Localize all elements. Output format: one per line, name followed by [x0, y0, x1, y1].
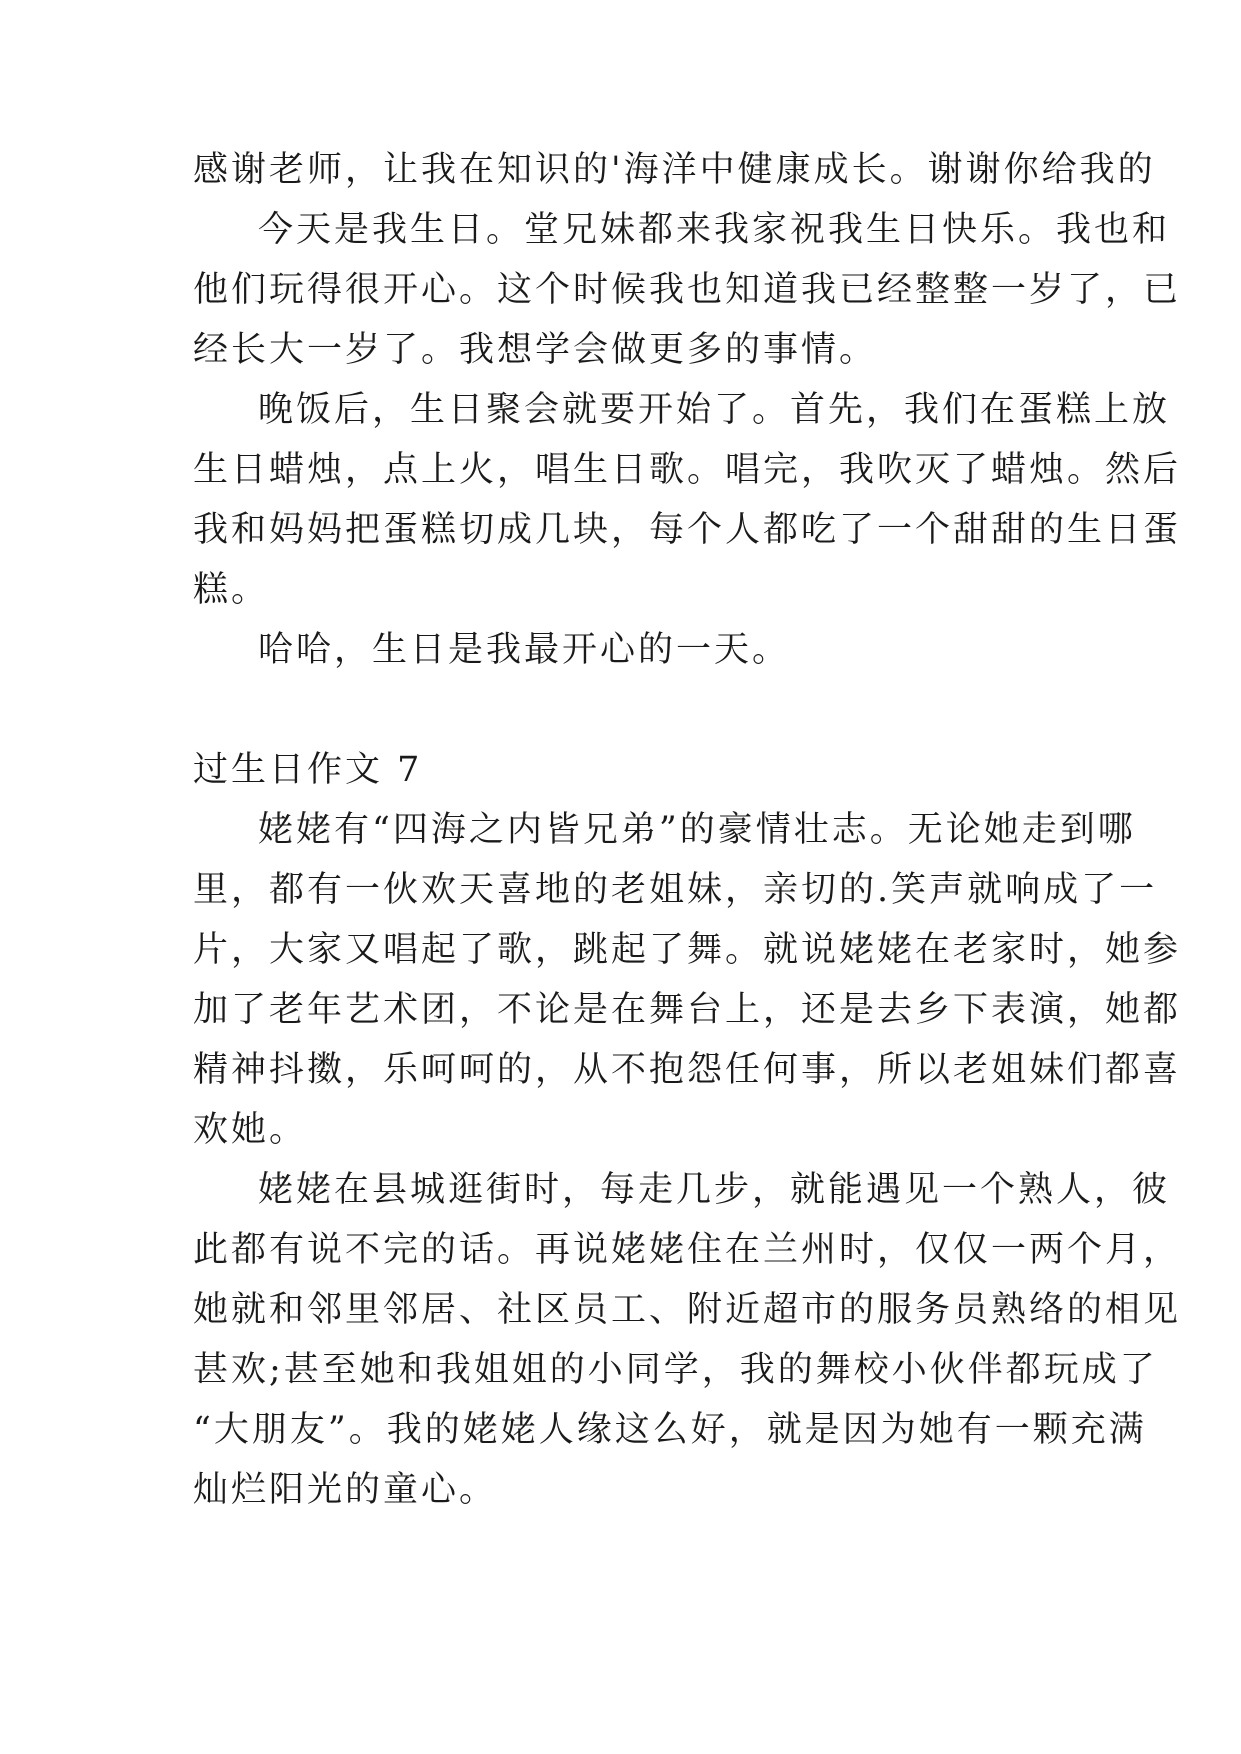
text-line: 片，大家又唱起了歌，跳起了舞。就说姥姥在老家时，她参	[193, 930, 1182, 970]
text-line: 灿烂阳光的童心。	[193, 1470, 498, 1510]
text-line: 我和妈妈把蛋糕切成几块，每个人都吃了一个甜甜的生日蛋	[193, 510, 1182, 550]
paragraph-first-line: 姥姥有“四海之内皆兄弟”的豪情壮志。无论她走到哪	[258, 810, 1136, 850]
text-line: 加了老年艺术团，不论是在舞台上，还是去乡下表演，她都	[193, 990, 1182, 1030]
text-line: 精神抖擞，乐呵呵的，从不抱怨任何事，所以老姐妹们都喜	[193, 1050, 1182, 1090]
text-line: 里，都有一伙欢天喜地的老姐妹，亲切的.笑声就响成了一	[193, 870, 1158, 910]
text-line: 糕。	[193, 570, 270, 610]
section-heading: 过生日作文 7	[193, 750, 423, 790]
text-line: 生日蜡烛，点上火，唱生日歌。唱完，我吹灭了蜡烛。然后	[193, 450, 1182, 490]
paragraph-first-line: 姥姥在县城逛街时，每走几步，就能遇见一个熟人，彼	[258, 1170, 1171, 1210]
text-line: 经长大一岁了。我想学会做更多的事情。	[193, 330, 878, 370]
text-line: 他们玩得很开心。这个时候我也知道我已经整整一岁了，已	[193, 270, 1182, 310]
text-line: 感谢老师，让我在知识的'海洋中健康成长。谢谢你给我的	[193, 150, 1156, 190]
text-line: 她就和邻里邻居、社区员工、附近超市的服务员熟络的相见	[193, 1290, 1182, 1330]
paragraph-first-line: 晚饭后，生日聚会就要开始了。首先，我们在蛋糕上放	[258, 390, 1171, 430]
text-line: 欢她。	[193, 1110, 308, 1150]
text-line: 此都有说不完的话。再说姥姥住在兰州时，仅仅一两个月，	[193, 1230, 1182, 1270]
paragraph-first-line: 今天是我生日。堂兄妹都来我家祝我生日快乐。我也和	[258, 210, 1171, 250]
paragraph-first-line: 哈哈，生日是我最开心的一天。	[258, 630, 791, 670]
text-line: “大朋友”。我的姥姥人缘这么好，就是因为她有一颗充满	[193, 1410, 1147, 1450]
text-line: 甚欢;甚至她和我姐姐的小同学，我的舞校小伙伴都玩成了	[193, 1350, 1158, 1390]
